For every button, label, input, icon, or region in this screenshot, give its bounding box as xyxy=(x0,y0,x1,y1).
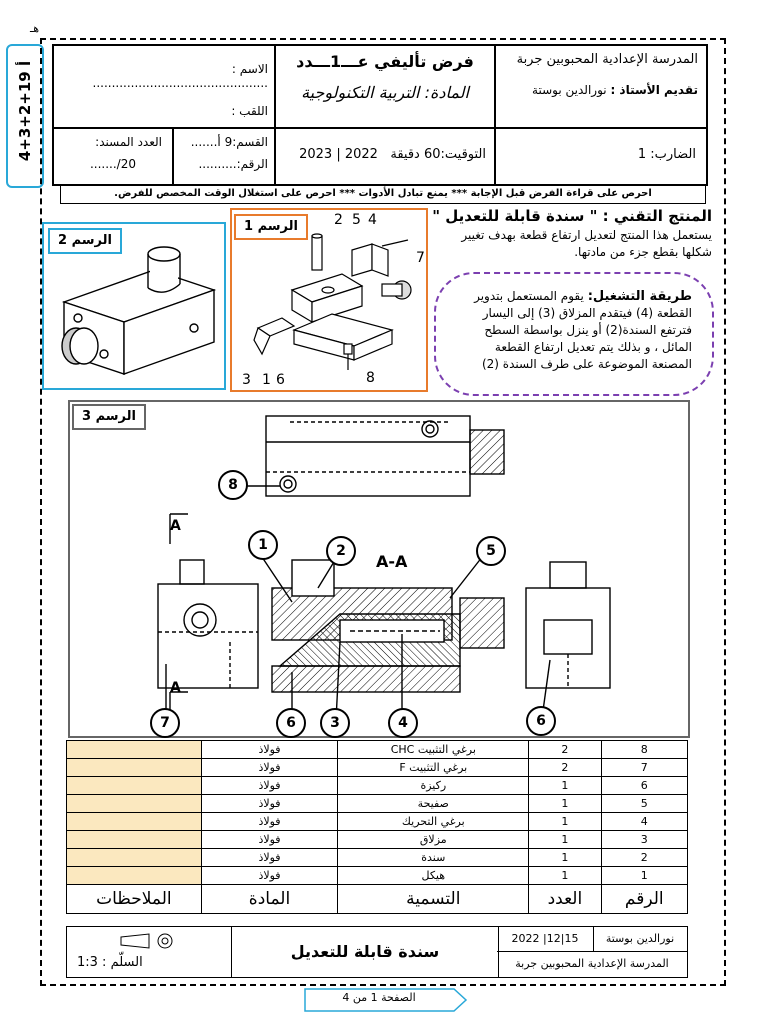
table-row xyxy=(67,777,688,795)
d1-label-8: 8 xyxy=(366,370,375,386)
cell-name: برغي التثبيت F xyxy=(338,759,529,777)
drawing-3-panel xyxy=(68,400,690,738)
teacher-line: تقديم الأستاذ : نورالدين بوستة xyxy=(532,83,698,97)
d1-label-6: 6 xyxy=(276,372,285,388)
header-name: التسمية xyxy=(338,885,529,914)
cell-notes[interactable] xyxy=(67,795,202,813)
callout-3: 3 xyxy=(320,708,350,738)
cell-name: سندة xyxy=(338,849,529,867)
number-field: الرقم:.......... xyxy=(198,157,268,171)
product-description xyxy=(432,208,712,261)
cell-qty: 2 xyxy=(529,741,601,759)
cell-qty: 1 xyxy=(529,777,601,795)
callout-6b: 6 xyxy=(526,706,556,736)
duration: التوقيت:60 دقيقة xyxy=(390,147,486,162)
header-qty: العدد xyxy=(529,885,601,914)
drawing-author: نورالدين بوستة xyxy=(593,927,687,952)
title-block xyxy=(66,926,688,978)
cell-ref: 1 xyxy=(601,867,687,885)
product-label: المنتج التقني : xyxy=(602,207,712,225)
coefficient: الضارب: 1 xyxy=(495,128,707,185)
surname-field[interactable]: اللقب : .............................................. xyxy=(92,104,268,132)
parts-table-header xyxy=(67,885,688,914)
table-row xyxy=(67,867,688,885)
d1-label-7: 7 xyxy=(416,250,425,266)
cell-notes[interactable] xyxy=(67,813,202,831)
cell-ref: 8 xyxy=(601,741,687,759)
drawing-2-panel xyxy=(42,222,226,390)
author-cell xyxy=(497,927,687,977)
cell-name: هيكل xyxy=(338,867,529,885)
student-name-cell xyxy=(53,45,275,132)
exam-title-cell xyxy=(275,45,495,128)
cell-qty: 2 xyxy=(529,759,601,777)
scale: السلّم : 1:3 xyxy=(77,955,143,970)
cell-qty: 1 xyxy=(529,867,601,885)
class-field: القسم:9 أ....... xyxy=(190,135,268,149)
callout-5: 5 xyxy=(476,536,506,566)
side-tag: 4+3+2+1أ 9 xyxy=(6,44,44,188)
callout-2: 2 xyxy=(326,536,356,566)
cell-qty: 1 xyxy=(529,795,601,813)
header xyxy=(52,44,708,186)
table-row xyxy=(67,759,688,777)
cell-material: فولاذ xyxy=(201,777,338,795)
d1-label-4: 4 xyxy=(368,212,377,228)
cell-qty: 1 xyxy=(529,813,601,831)
cell-qty: 1 xyxy=(529,849,601,867)
exam-title: فرض تأليفي عـــ1ـــدد xyxy=(296,52,474,71)
cell-material: فولاذ xyxy=(201,795,338,813)
section-arrow-a-bottom: A xyxy=(170,680,181,696)
cell-material: فولاذ xyxy=(201,849,338,867)
d1-label-5: 5 xyxy=(352,212,361,228)
product-name: " سندة قابلة للتعديل " xyxy=(432,207,598,225)
table-row xyxy=(67,813,688,831)
callout-1: 1 xyxy=(248,530,278,560)
score-label: العدد المسند: xyxy=(95,135,162,149)
cell-name: برغي التحريك xyxy=(338,813,529,831)
cell-ref: 3 xyxy=(601,831,687,849)
table-row xyxy=(67,831,688,849)
cell-material: فولاذ xyxy=(201,867,338,885)
cell-material: فولاذ xyxy=(201,759,338,777)
duration-cell xyxy=(275,128,495,185)
operation-label: طريقة التشغيل: xyxy=(587,289,692,304)
class-cell xyxy=(173,128,275,185)
drawing-2-tag: الرسم 2 xyxy=(48,228,122,254)
cell-notes[interactable] xyxy=(67,849,202,867)
drawing-1-panel xyxy=(230,208,428,392)
table-row xyxy=(67,849,688,867)
cell-ref: 2 xyxy=(601,849,687,867)
cell-name: برغي التثبيت CHC xyxy=(338,741,529,759)
drawing-3-tag: الرسم 3 xyxy=(72,404,146,430)
page-number: الصفحة 1 من 4 xyxy=(342,991,416,1004)
exploded-view xyxy=(232,210,426,390)
operation-text: يقوم المستعمل بتدوير القطعة (4) فيتقدم المزلاق (3) إلى اليسار فترتفع السندة(2) أو ينزل بواسطة السطح المائل ، و بذلك يتم تعديل ارتفاع القطعة المصنعة الموضوعة على طرف السندة (2) xyxy=(474,289,692,371)
header-notes: الملاحظات xyxy=(67,885,202,914)
cell-ref: 6 xyxy=(601,777,687,795)
callout-4: 4 xyxy=(388,708,418,738)
name-field[interactable]: الاسم : .............................................. xyxy=(92,62,268,90)
drawing-1-tag: الرسم 1 xyxy=(234,214,308,240)
drawing-school: المدرسة الإعدادية المحبوبين جربة xyxy=(515,957,669,970)
score-value: 20/....... xyxy=(89,157,137,171)
drawing-date: 2022 |12|15 xyxy=(497,927,594,952)
d1-label-1: 1 xyxy=(262,372,271,388)
cell-notes[interactable] xyxy=(67,759,202,777)
cell-notes[interactable] xyxy=(67,777,202,795)
school-cell xyxy=(495,45,707,128)
product-usage-text: يستعمل هذا المنتج لتعديل ارتفاع قطعة بهدف تغيير شكلها بقطع جزء من مادتها. xyxy=(461,228,712,259)
cell-name: ركيزة xyxy=(338,777,529,795)
isometric-view xyxy=(44,224,224,388)
operation-box xyxy=(434,272,714,396)
callout-8: 8 xyxy=(218,470,248,500)
cell-material: فولاذ xyxy=(201,813,338,831)
d1-label-2: 2 xyxy=(334,212,343,228)
cell-notes[interactable] xyxy=(67,831,202,849)
scale-cell xyxy=(67,927,231,977)
section-arrow-a-top: A xyxy=(170,518,181,534)
callout-6a: 6 xyxy=(276,708,306,738)
instructions-banner: احرص على قراءة الفرض قبل الإجابة *** يمنع تبادل الأدوات *** احرص على استغلال الوقت المخصص للفرض. xyxy=(60,184,706,204)
school-name: المدرسة الإعدادية المحبوبين جربة xyxy=(516,52,698,67)
table-row xyxy=(67,795,688,813)
cell-ref: 4 xyxy=(601,813,687,831)
cell-name: صفيحة xyxy=(338,795,529,813)
corner-mark: ﻫـ xyxy=(30,22,40,35)
parts-list-table xyxy=(66,740,688,914)
section-label: A-A xyxy=(376,552,408,571)
cell-material: فولاذ xyxy=(201,831,338,849)
cell-ref: 7 xyxy=(601,759,687,777)
header-ref: الرقم xyxy=(601,885,687,914)
drawing-title: سندة قابلة للتعديل xyxy=(231,927,499,977)
cell-qty: 1 xyxy=(529,831,601,849)
cell-ref: 5 xyxy=(601,795,687,813)
cell-notes[interactable] xyxy=(67,741,202,759)
header-material: المادة xyxy=(201,885,338,914)
callout-7: 7 xyxy=(150,708,180,738)
cell-material: فولاذ xyxy=(201,741,338,759)
subject: المادة: التربية التكنولوجية xyxy=(301,83,469,102)
d1-label-3: 3 xyxy=(242,372,251,388)
score-cell xyxy=(53,128,173,185)
school-year: 2022 | 2023 xyxy=(299,147,378,162)
table-row xyxy=(67,741,688,759)
cell-notes[interactable] xyxy=(67,867,202,885)
projection-symbol-icon xyxy=(119,931,179,951)
cell-name: مزلاق xyxy=(338,831,529,849)
